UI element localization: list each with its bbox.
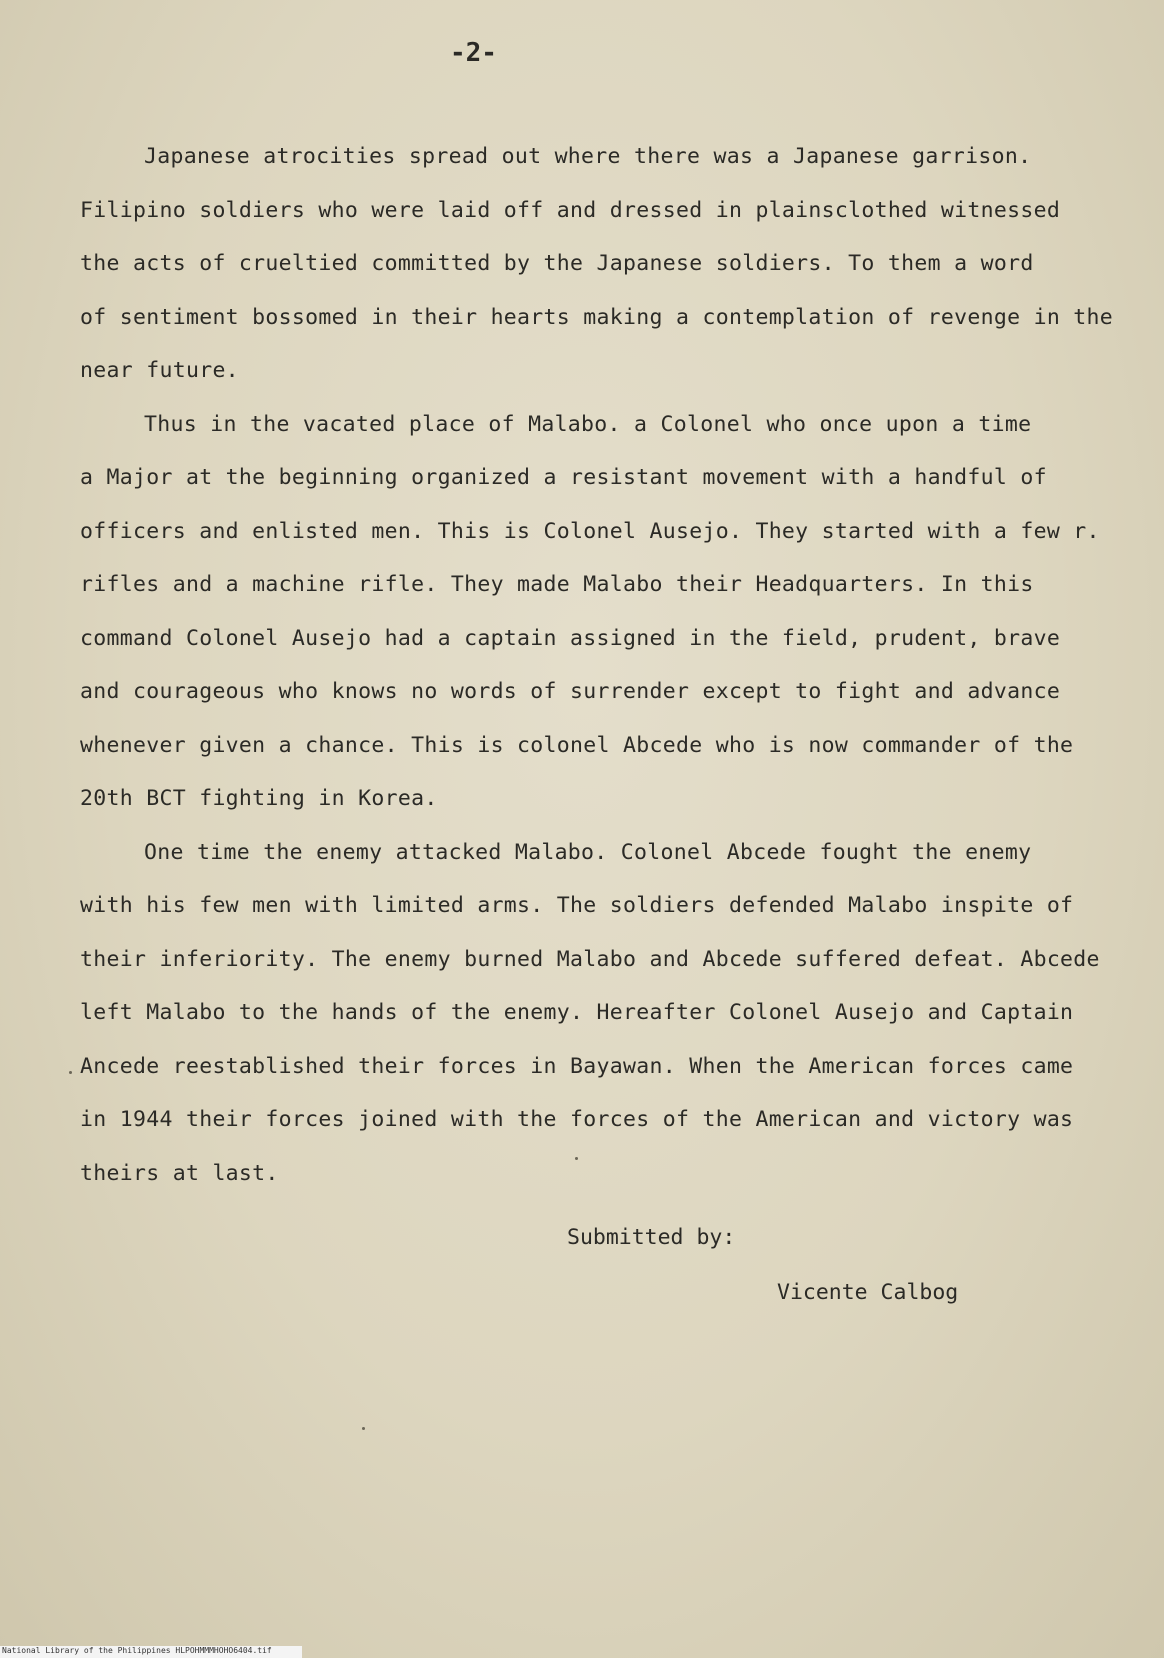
signature-block xyxy=(567,1225,958,1305)
ink-speck xyxy=(575,1157,578,1160)
paragraph-line: left Malabo to the hands of the enemy. Hereafter Colonel Ausejo and Captain xyxy=(80,1000,1074,1025)
paragraph-line: officers and enlisted men. This is Colonel Ausejo. They started with a few r. xyxy=(80,518,1100,544)
paragraph-line: their inferiority. The enemy burned Malabo and Abcede suffered defeat. Abcede xyxy=(80,946,1100,972)
paragraph-line: theirs at last. xyxy=(80,1160,279,1186)
paragraph-line: command Colonel Ausejo had a captain assigned in the field, prudent, brave xyxy=(80,625,1061,651)
ink-speck xyxy=(362,1427,365,1430)
paragraph-line: near future. xyxy=(80,358,239,383)
paragraph-2 xyxy=(80,398,1120,826)
paragraph-line: a Major at the beginning organized a resistant movement with a handful of xyxy=(80,465,1047,490)
paragraph-line: One time the enemy attacked Malabo. Colonel Abcede fought the enemy xyxy=(144,839,1032,865)
paragraph-line: rifles and a machine rifle. They made Malabo their Headquarters. In this xyxy=(80,572,1034,597)
paragraph-line: 20th BCT fighting in Korea. xyxy=(80,786,438,811)
submitted-by-label: Submitted by: xyxy=(567,1225,736,1250)
paragraph-line: with his few men with limited arms. The soldiers defended Malabo inspite of xyxy=(80,893,1074,918)
body-text xyxy=(80,130,1120,1200)
page-number: -2- xyxy=(450,38,497,68)
paragraph-line: whenever given a chance. This is colonel Abcede who is now commander of the xyxy=(80,732,1074,758)
ink-speck xyxy=(69,1071,72,1074)
paragraph-line: Ancede reestablished their forces in Bayawan. When the American forces came xyxy=(80,1053,1074,1079)
signer-name: Vicente Calbog xyxy=(777,1280,959,1305)
paragraph-3 xyxy=(80,826,1120,1201)
paragraph-line: in 1944 their forces joined with the forces of the American and victory was xyxy=(80,1107,1074,1132)
paragraph-line: Thus in the vacated place of Malabo. a Colonel who once upon a time xyxy=(144,411,1032,437)
paragraph-1 xyxy=(80,130,1120,398)
scan-source-caption: National Library of the Philippines HLPOHMMMHOHO6404.tif xyxy=(0,1646,302,1658)
paragraph-line: the acts of crueltied committed by the Japanese soldiers. To them a word xyxy=(80,251,1034,276)
paragraph-line: Japanese atrocities spread out where there was a Japanese garrison. xyxy=(144,144,1032,169)
paragraph-line: and courageous who knows no words of surrender except to fight and advance xyxy=(80,679,1061,704)
paragraph-line: of sentiment bossomed in their hearts making a contemplation of revenge in the xyxy=(80,304,1114,330)
paragraph-line: Filipino soldiers who were laid off and dressed in plainsclothed witnessed xyxy=(80,197,1061,223)
